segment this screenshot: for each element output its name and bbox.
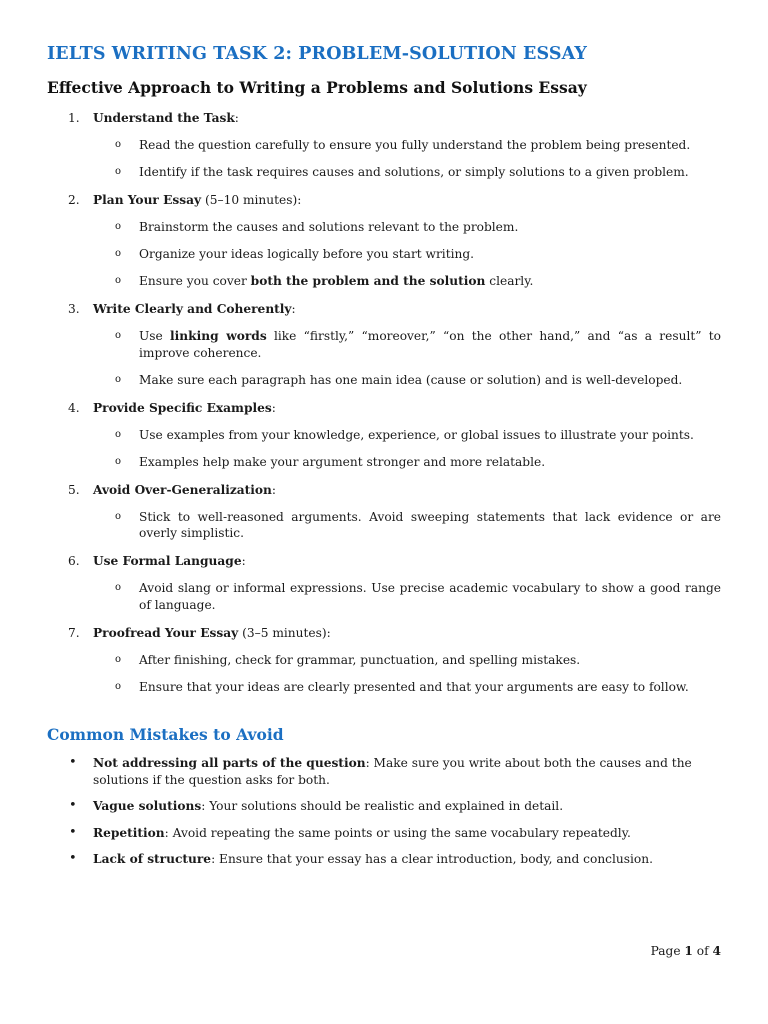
step-suffix: : bbox=[271, 400, 276, 415]
list-item: o Read the question carefully to ensure you fully understand the problem being presented. bbox=[115, 138, 691, 152]
step-title: Plan Your Essay bbox=[93, 193, 202, 207]
step-title: Provide Specific Examples bbox=[93, 400, 272, 415]
list-item: o Brainstorm the causes and solutions relevant to the problem. bbox=[115, 220, 519, 234]
step-title: Understand the Task bbox=[93, 111, 235, 125]
step-heading bbox=[0, 482, 768, 498]
step-heading bbox=[0, 625, 768, 641]
step-title: Avoid Over-Generalization bbox=[93, 482, 272, 497]
list-item: o Organize your ideas logically before you start writing. bbox=[115, 247, 475, 261]
document-subtitle: Effective Approach to Writing a Problems and Solutions Essay bbox=[47, 78, 587, 97]
list-item: o Use linking words like “firstly,” “moreover,” “on the other hand,” and “as a result” to improve coherence. bbox=[115, 329, 721, 360]
list-item: • Vague solutions: Your solutions should be realistic and explained in detail. bbox=[69, 798, 564, 813]
step-title: Write Clearly and Coherently bbox=[93, 302, 292, 316]
steps-list bbox=[0, 110, 768, 707]
list-item: o Identify if the task requires causes and solutions, or simply solutions to a given problem. bbox=[115, 165, 689, 179]
step-7 bbox=[0, 625, 768, 696]
step-5 bbox=[0, 482, 768, 542]
step-number: 2. bbox=[68, 193, 80, 207]
step-number: 5. bbox=[68, 482, 80, 497]
step-heading bbox=[0, 301, 768, 317]
sub-bullet: o bbox=[115, 680, 122, 692]
list-item: o Make sure each paragraph has one main idea (cause or solution) and is well-developed. bbox=[115, 372, 683, 387]
sub-bullet: o bbox=[115, 428, 122, 440]
step-title: Use Formal Language bbox=[93, 554, 242, 568]
step-suffix: : bbox=[271, 482, 277, 497]
list-item: o Avoid slang or informal expressions. Use precise academic vocabulary to show a good range of language. bbox=[115, 581, 721, 612]
sub-bullet: o bbox=[115, 582, 122, 593]
sub-bullet: o bbox=[115, 510, 122, 522]
step-number: 6. bbox=[68, 554, 80, 568]
list-item: o Ensure that your ideas are clearly presented and that your arguments are easy to follow. bbox=[115, 679, 689, 694]
step-suffix: : bbox=[291, 302, 296, 316]
list-item: • Lack of structure: Ensure that your essay has a clear introduction, body, and conclusion. bbox=[69, 851, 653, 866]
sub-bullet: o bbox=[115, 373, 122, 385]
list-item: o After finishing, check for grammar, punctuation, and spelling mistakes. bbox=[115, 652, 581, 667]
sub-bullet: o bbox=[115, 166, 122, 177]
step-suffix: : bbox=[241, 554, 246, 568]
bullet-icon: • bbox=[69, 851, 77, 866]
sub-bullet: o bbox=[115, 275, 122, 286]
step-heading bbox=[0, 192, 768, 208]
step-1 bbox=[0, 110, 768, 181]
sub-bullet: o bbox=[115, 221, 122, 232]
bullet-icon: • bbox=[69, 755, 77, 770]
step-suffix: (5–10 minutes): bbox=[201, 193, 302, 207]
step-6 bbox=[0, 553, 768, 613]
sub-bullet: o bbox=[115, 330, 122, 341]
sub-bullet: o bbox=[115, 455, 122, 467]
mistakes-list bbox=[0, 755, 768, 878]
sub-bullet: o bbox=[115, 248, 122, 259]
sub-bullet: o bbox=[115, 139, 122, 150]
list-item: o Examples help make your argument stronger and more relatable. bbox=[115, 454, 546, 469]
step-2 bbox=[0, 192, 768, 290]
list-item: • Repetition: Avoid repeating the same points or using the same vocabulary repeatedly. bbox=[69, 824, 631, 840]
sub-bullet: o bbox=[115, 653, 122, 665]
step-number: 3. bbox=[68, 302, 80, 316]
step-number: 1. bbox=[68, 111, 80, 125]
step-heading bbox=[0, 400, 768, 416]
list-item: o Use examples from your knowledge, experience, or global issues to illustrate your points. bbox=[115, 427, 694, 442]
step-4 bbox=[0, 400, 768, 471]
step-number: 4. bbox=[68, 400, 80, 415]
step-heading bbox=[0, 110, 768, 126]
list-item: o Stick to well-reasoned arguments. Avoid sweeping statements that lack evidence or are overly simplistic. bbox=[115, 509, 721, 540]
step-suffix: : bbox=[234, 111, 239, 125]
step-suffix: (3–5 minutes): bbox=[238, 625, 331, 640]
step-3 bbox=[0, 301, 768, 388]
step-heading bbox=[0, 553, 768, 569]
document-title: IELTS WRITING TASK 2: PROBLEM-SOLUTION ESSAY bbox=[47, 44, 587, 64]
step-title: Proofread Your Essay bbox=[93, 625, 239, 640]
page-number: Page 1 of 4 bbox=[650, 944, 721, 958]
bullet-icon: • bbox=[69, 824, 77, 840]
step-number: 7. bbox=[68, 625, 80, 640]
list-item: • Not addressing all parts of the question: Make sure you write about both the causes and the solutions if the question asks for both. bbox=[69, 755, 692, 787]
bullet-icon: • bbox=[69, 798, 77, 813]
list-item: o Ensure you cover both the problem and the solution clearly. bbox=[115, 274, 534, 288]
mistakes-heading: Common Mistakes to Avoid bbox=[47, 725, 284, 744]
